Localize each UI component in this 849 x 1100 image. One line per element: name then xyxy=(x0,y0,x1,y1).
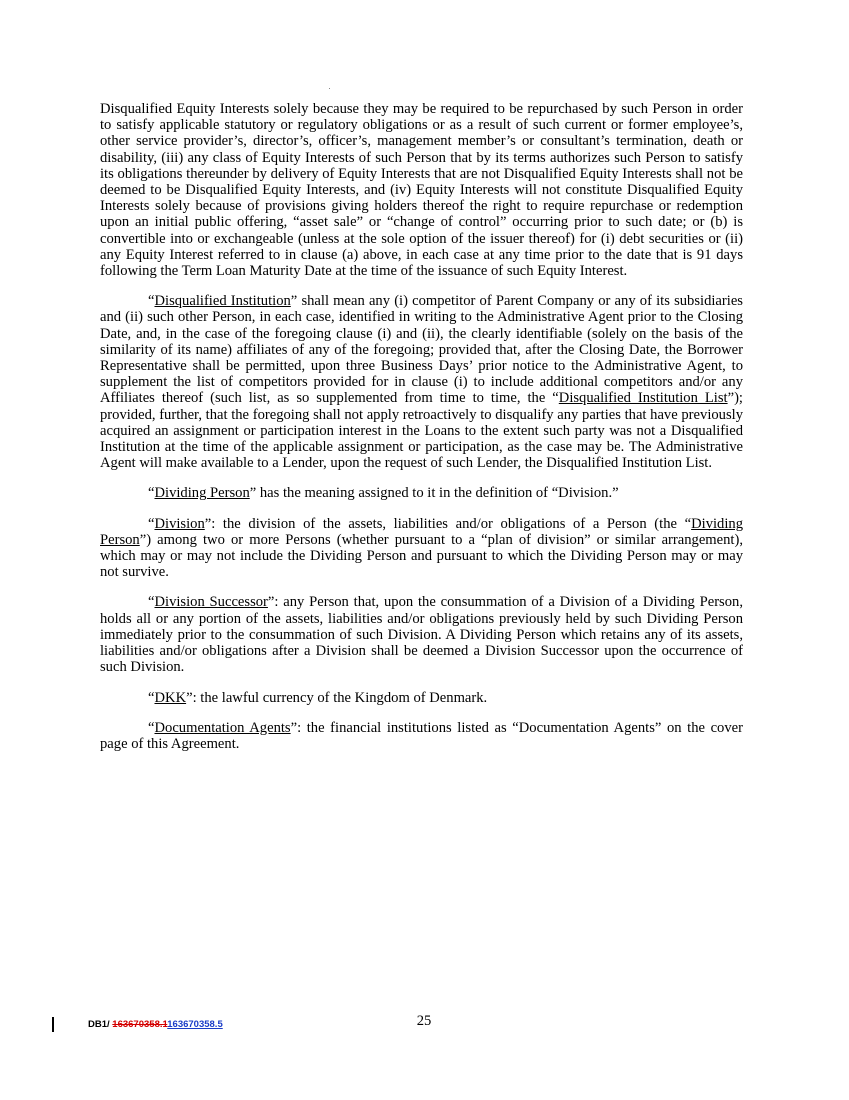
definition-dividing-person xyxy=(100,485,743,501)
defined-term: Division xyxy=(154,515,205,532)
document-id xyxy=(88,1019,223,1030)
document-id-deleted: 163670358.1 xyxy=(112,1019,168,1030)
defined-term: Documentation Agents xyxy=(154,719,291,736)
open-quote: “ xyxy=(148,594,155,611)
definition-text: ”); provided, further, that the foregoing shall not apply retroactively to disqualify any parties that have previously acquired an assignment or participation interest in the Loans to the extent such party was not a Disqualified Institution at the time of the applicable assignment or participation, as the case may be. The Administrative Agent will make available to a Lender, upon the request of such Lender, the Disqualified Institution List. xyxy=(100,390,743,472)
open-quote: “ xyxy=(148,485,155,502)
paragraph-equity-interests-continued: Disqualified Equity Interests solely because they may be required to be repurchased by such Person in order to satisfy applicable statutory or regulatory obligations or as a result of such current or former employee’s, other service provider’s, director’s, officer’s, management member’s or consultant’s termination, death or disability, (iii) any class of Equity Interests of such Person that by its terms authorizes such Person to satisfy its obligations thereunder by delivery of Equity Interests that are not Disqualified Equity Interests shall not be deemed to be Disqualified Equity Interests, and (iv) Equity Interests will not constitute Disqualified Equity Interests solely because of provisions giving holders thereof the right to require repurchase or redemption upon an initial public offering, “asset sale” or “change of control” occurring prior to such date; or (b) is convertible into or exchangeable (unless at the sole option of the issuer thereof) for (i) debt securities or (ii) any Equity Interest referred to in clause (a) above, in each case at any time prior to the date that is 91 days following the Term Loan Maturity Date at the time of the issuance of such Equity Interest. xyxy=(100,101,743,280)
definition-text: ”) among two or more Persons (whether pursuant to a “plan of division” or similar arrangement), which may or may not include the Dividing Person and pursuant to which the Dividing Person may or may not survive. xyxy=(100,531,743,581)
open-quote: “ xyxy=(148,719,155,736)
open-quote: “ xyxy=(148,515,155,532)
open-quote: “ xyxy=(148,293,155,310)
definition-dkk xyxy=(100,690,743,706)
definition-documentation-agents xyxy=(100,720,743,752)
definition-division-successor xyxy=(100,594,743,675)
definition-text: ”: the lawful currency of the Kingdom of Denmark. xyxy=(186,689,488,706)
defined-term: Disqualified Institution xyxy=(154,293,291,310)
definition-division xyxy=(100,516,743,581)
change-bar xyxy=(52,1017,54,1032)
open-quote: “ xyxy=(148,689,155,706)
defined-term: Dividing Person xyxy=(154,485,250,502)
document-id-inserted: 163670358.5 xyxy=(167,1019,223,1030)
page-number: 25 xyxy=(416,1013,432,1029)
scan-dot xyxy=(329,88,330,89)
document-id-prefix: DB1/ xyxy=(88,1019,113,1030)
definition-text: ”: any Person that, upon the consummation of a Division of a Dividing Person, holds all or any portion of the assets, liabilities and/or obligations previously held by such Dividing Person immediately prior to the consummation of such Division. A Dividing Person which retains any of its assets, liabilities and/or obligations after a Division shall be deemed a Division Successor upon the occurrence of such Division. xyxy=(100,594,743,676)
defined-term: Disqualified Institution List xyxy=(558,390,728,407)
defined-term: Dividing Person xyxy=(100,515,743,548)
definition-text: ”: the division of the assets, liabilities and/or obligations of a Person (the “ xyxy=(204,515,692,532)
definition-text: ” shall mean any (i) competitor of Parent Company or any of its subsidiaries and (ii) such other Person, in each case, identified in writing to the Administrative Agent prior to the Closing Date, and, in the case of the foregoing clause (i) and (ii), the clearly identifiable (solely on the basis of the similarity of its name) affiliates of any of the foregoing; provided that, after the Closing Date, the Borrower Representative shall be permitted, upon three Business Days’ prior notice to the Administrative Agent, to supplement the list of competitors provided for in clause (i) to include additional competitors and/or any Affiliates thereof (such list, as so supplemented from time to time, the “ xyxy=(100,293,743,407)
defined-term: Division Successor xyxy=(154,594,268,611)
document-body xyxy=(100,101,743,766)
definition-text: ”: the financial institutions listed as “Documentation Agents” on the cover page of this Agreement. xyxy=(100,719,743,752)
defined-term: DKK xyxy=(154,689,187,706)
definition-text: ” has the meaning assigned to it in the definition of “Division.” xyxy=(249,485,619,502)
definition-disqualified-institution xyxy=(100,293,743,471)
